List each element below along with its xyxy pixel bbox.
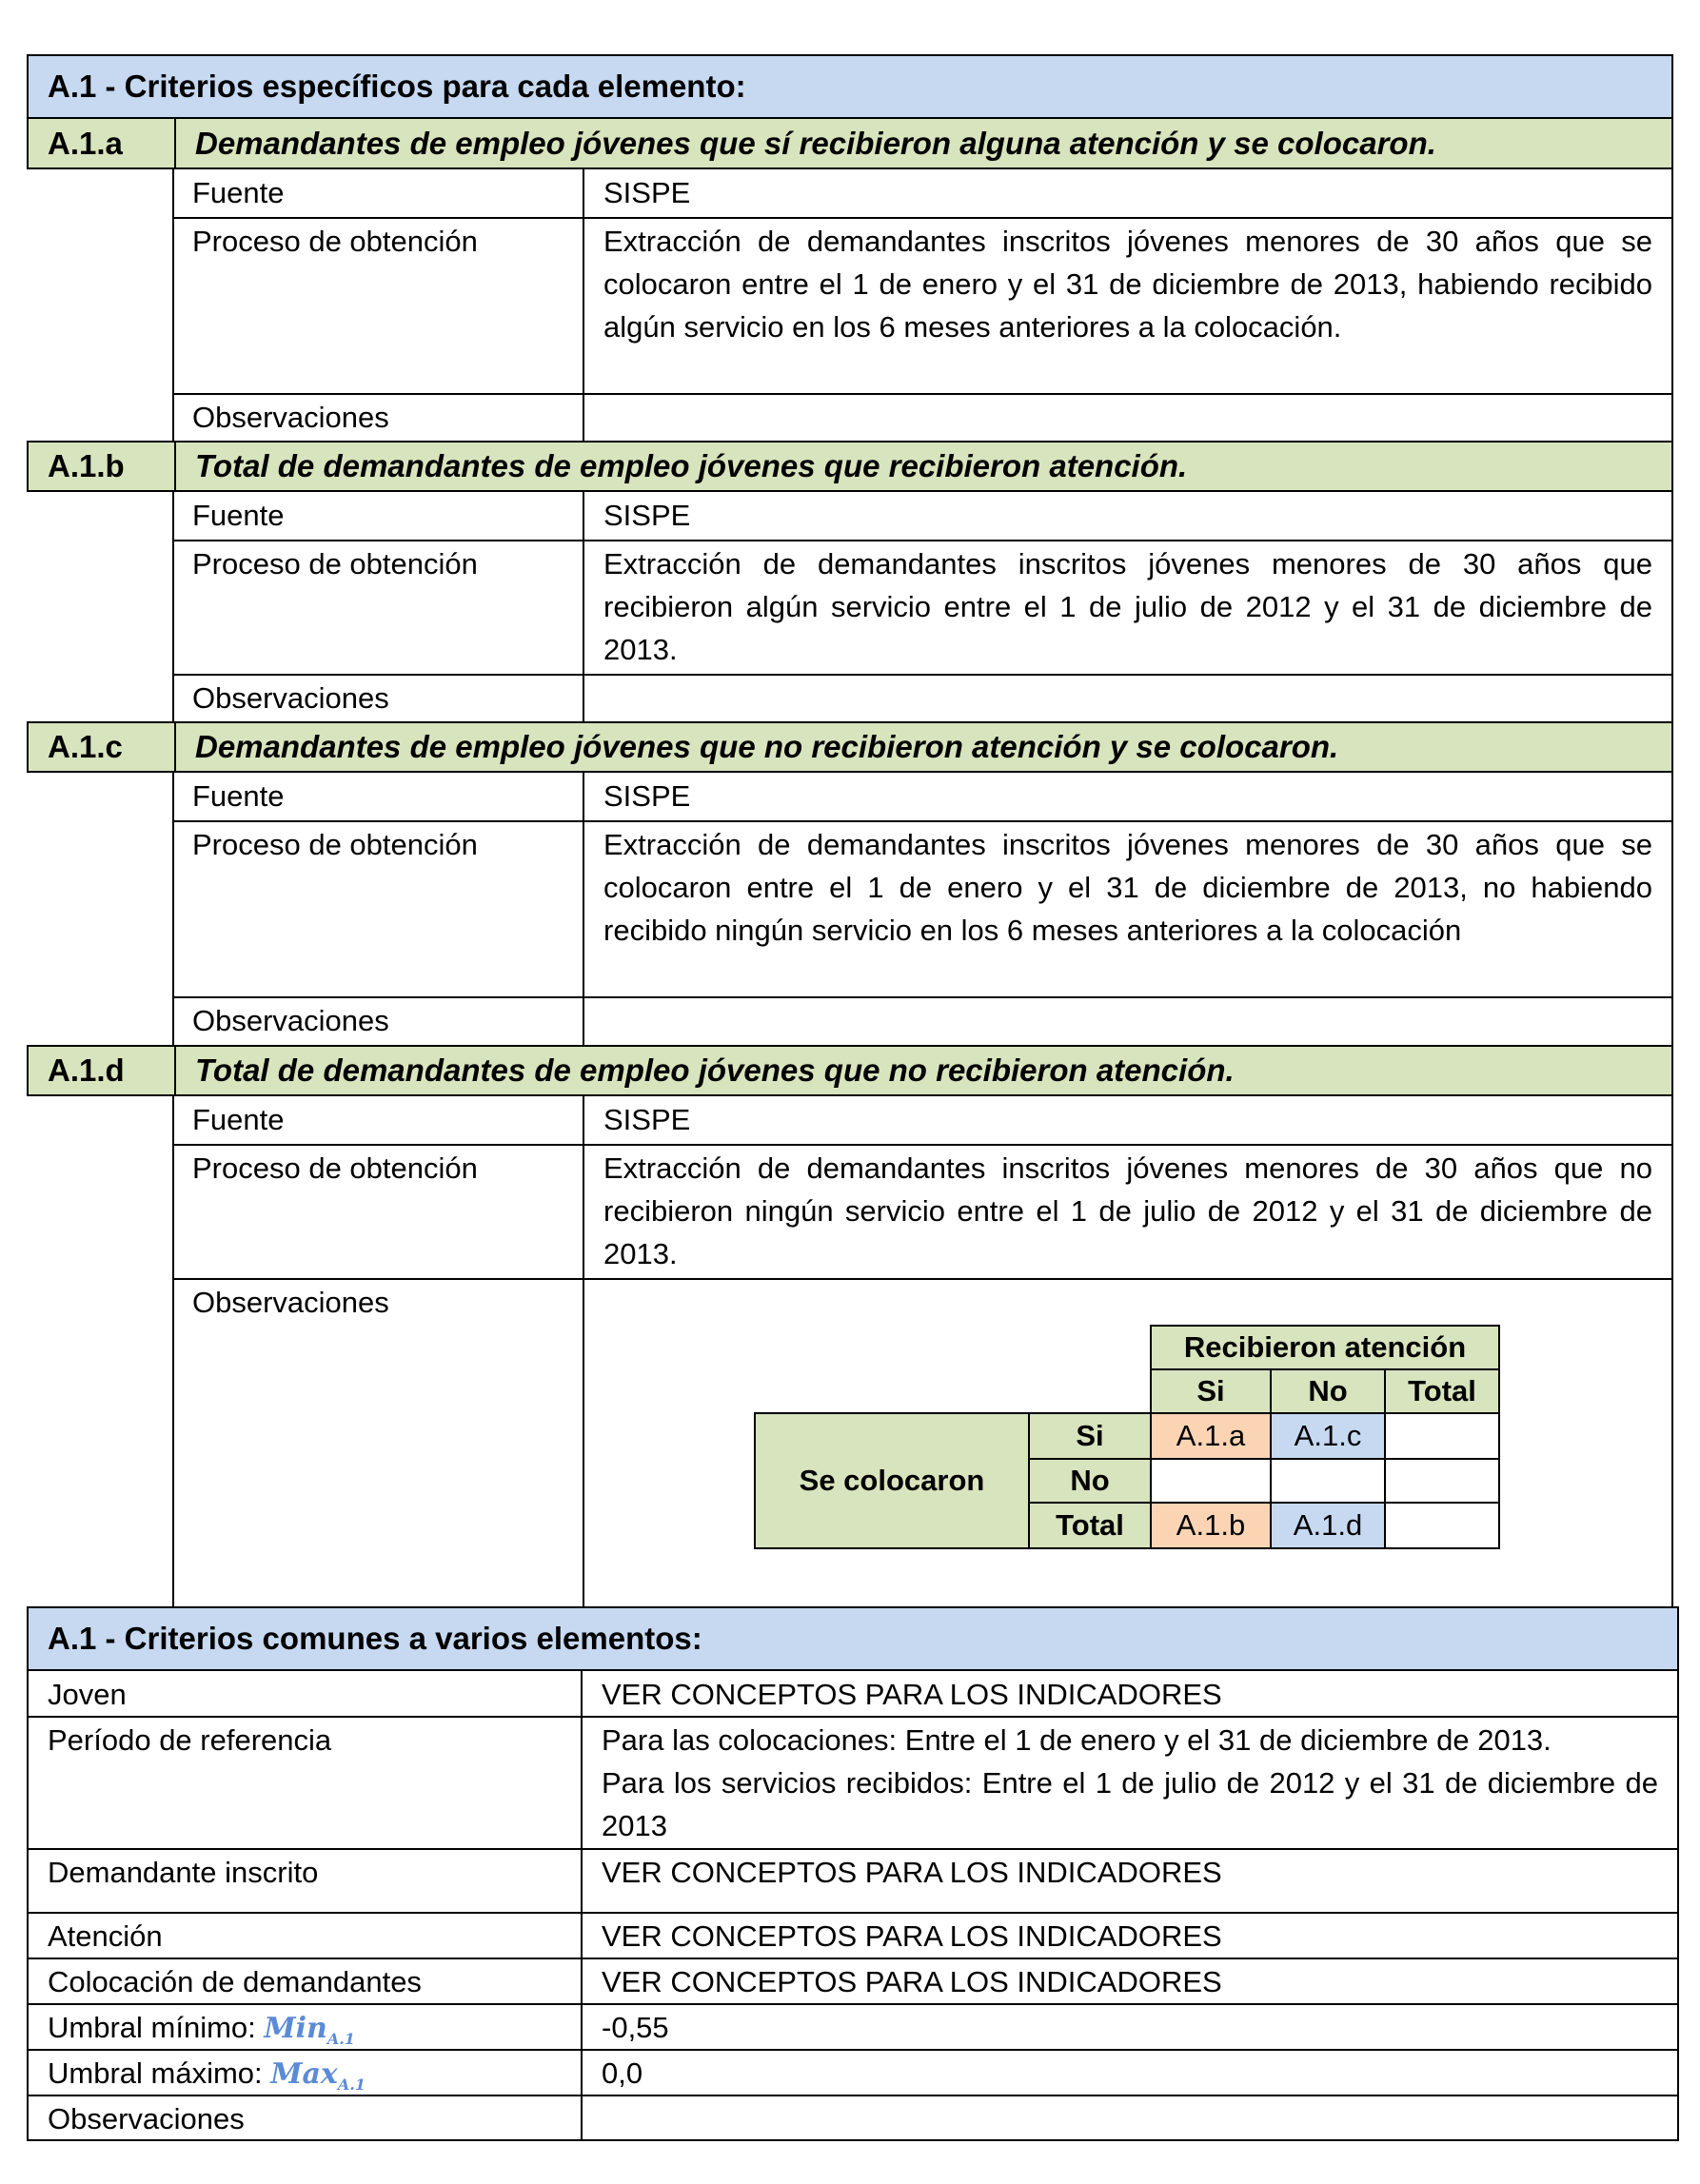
fuente-label: Fuente [192, 1103, 285, 1136]
matrix-row-header-si: Si [1028, 1412, 1152, 1460]
observaciones-label: Observaciones [192, 1286, 389, 1319]
min-formula-text: Min [264, 2012, 327, 2045]
element-title: Demandantes de empleo jóvenes que no recibieron atención y se colocaron. [195, 729, 1339, 764]
common-row-value [583, 1717, 1679, 1848]
element-header-a1b [27, 441, 1673, 492]
fuente-label: Fuente [192, 176, 285, 209]
proceso-value: Extracción de demandantes inscritos jóvenes menores de 30 años que no recibieron ningún servicio entre el 1 de julio de 2012 y el 31 de diciembre de 2013. [603, 1151, 1652, 1270]
matrix-cell: A.1.d [1270, 1502, 1386, 1549]
observaciones-label: Observaciones [192, 681, 389, 715]
observaciones-label: Observaciones [192, 401, 389, 434]
max-formula-icon [270, 2057, 366, 2094]
proceso-label: Proceso de obtención [192, 1151, 478, 1185]
element-title: Total de demandantes de empleo jóvenes que recibieron atención. [195, 448, 1188, 483]
element-header-a1a [27, 117, 1673, 169]
fuente-value: SISPE [603, 1103, 691, 1136]
matrix-cell [1150, 1458, 1272, 1504]
common-criteria-title [27, 1606, 1679, 1671]
observaciones-value [584, 997, 1673, 1045]
common-row-value: VER CONCEPTOS PARA LOS INDICADORES [602, 1919, 1222, 1953]
element-header-a1d [27, 1045, 1673, 1096]
common-row-label: Demandante inscrito [48, 1856, 319, 1889]
element-title: Demandantes de empleo jóvenes que sí recibieron alguna atención y se colocaron. [195, 125, 1436, 161]
proceso-label: Proceso de obtención [192, 547, 478, 580]
matrix-col-group-header: Recibieron atención [1150, 1325, 1500, 1370]
proceso-value: Extracción de demandantes inscritos jóvenes menores de 30 años que recibieron algún servicio entre el 1 de julio de 2012 y el 31 de diciembre de 2013. [603, 547, 1652, 666]
element-code: A.1.a [29, 119, 176, 167]
matrix-col-header-total: Total [1384, 1368, 1500, 1414]
matrix-col-header-no: No [1270, 1368, 1386, 1414]
common-criteria-title-text: A.1 - Criterios comunes a varios elementos: [48, 1621, 702, 1656]
matrix-cell [1384, 1458, 1500, 1504]
min-formula-sub: A.1 [326, 2030, 355, 2048]
max-formula-sub: A.1 [337, 2076, 366, 2094]
matrix-cell: A.1.c [1270, 1412, 1386, 1460]
observaciones-label: Observaciones [192, 1004, 389, 1037]
specific-criteria-title-text: A.1 - Criterios específicos para cada elemento: [48, 69, 746, 104]
element-code: A.1.b [29, 443, 176, 490]
element-code: A.1.d [29, 1047, 176, 1094]
common-row-value: -0,55 [602, 2011, 669, 2044]
common-row-label [29, 2004, 581, 2049]
element-header-a1c [27, 721, 1673, 773]
matrix-cell [1384, 1502, 1500, 1549]
specific-criteria-title [27, 54, 1673, 119]
proceso-label: Proceso de obtención [192, 225, 478, 258]
umbral-minimo-label: Umbral mínimo: [48, 2011, 256, 2044]
common-row-value: VER CONCEPTOS PARA LOS INDICADORES [602, 1965, 1222, 1998]
matrix-cell: A.1.a [1150, 1412, 1272, 1460]
observaciones-value [584, 675, 1673, 722]
matrix-cell [1384, 1412, 1500, 1460]
matrix-cell [1270, 1458, 1386, 1504]
fuente-value: SISPE [603, 499, 691, 532]
element-title: Total de demandantes de empleo jóvenes que no recibieron atención. [195, 1053, 1235, 1088]
matrix-row-group-header: Se colocaron [754, 1412, 1030, 1549]
common-row-label: Atención [48, 1919, 163, 1953]
umbral-maximo-label: Umbral máximo: [48, 2056, 263, 2090]
common-row-label: Período de referencia [48, 1723, 332, 1757]
common-row-label: Colocación de demandantes [48, 1965, 422, 1998]
min-formula-icon [264, 2012, 355, 2048]
common-row-value [583, 2095, 1679, 2140]
matrix-col-header-si: Si [1150, 1368, 1272, 1414]
common-row-value: 0,0 [602, 2056, 643, 2090]
common-row-value-line1: Para las colocaciones: Entre el 1 de enero y el 31 de diciembre de 2013. [602, 1723, 1552, 1757]
common-row-value-line2: Para los servicios recibidos: Entre el 1 de julio de 2012 y el 31 de diciembre de 2013 [602, 1766, 1658, 1842]
common-row-value: VER CONCEPTOS PARA LOS INDICADORES [602, 1856, 1222, 1889]
fuente-value: SISPE [603, 176, 691, 209]
fuente-label: Fuente [192, 499, 285, 532]
proceso-value: Extracción de demandantes inscritos jóvenes menores de 30 años que se colocaron entre el 1 de enero y el 31 de diciembre de 2013, habiendo recibido algún servicio en los 6 meses anteriores a la colocación. [603, 225, 1652, 344]
observaciones-value [584, 394, 1673, 442]
common-row-label: Observaciones [48, 2102, 245, 2135]
fuente-label: Fuente [192, 779, 285, 813]
matrix-row-header-no: No [1028, 1458, 1152, 1504]
proceso-label: Proceso de obtención [192, 828, 478, 861]
element-code: A.1.c [29, 723, 176, 771]
matrix-row-header-total: Total [1028, 1502, 1152, 1549]
fuente-value: SISPE [603, 779, 691, 813]
common-row-label [29, 2050, 581, 2095]
common-row-value: VER CONCEPTOS PARA LOS INDICADORES [602, 1678, 1222, 1711]
matrix-cell: A.1.b [1150, 1502, 1272, 1549]
max-formula-text: Max [270, 2057, 338, 2091]
common-row-label: Joven [48, 1678, 127, 1711]
proceso-value: Extracción de demandantes inscritos jóvenes menores de 30 años que se colocaron entre el 1 de enero y el 31 de diciembre de 2013, no habiendo recibido ningún servicio en los 6 meses anteriores a la colocación [603, 828, 1652, 947]
